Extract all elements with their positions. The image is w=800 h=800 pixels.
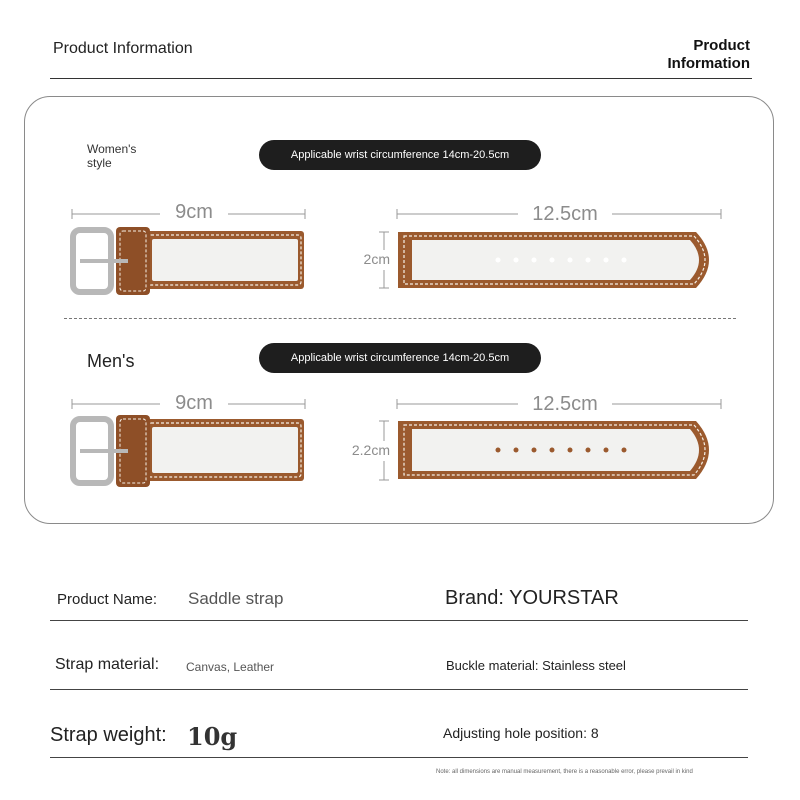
- product-name-value: Saddle strap: [188, 589, 284, 608]
- table-divider: [50, 689, 748, 690]
- table-divider: [50, 620, 748, 621]
- header-left-title: Product Information: [53, 40, 193, 57]
- womens-short-length: 9cm: [175, 201, 213, 223]
- strap-weight-label: Strap weight:: [50, 724, 167, 746]
- mens-long-length: 12.5cm: [532, 393, 598, 415]
- table-divider: [50, 757, 748, 758]
- strap-material-value: Canvas, Leather: [186, 660, 275, 674]
- brand-text: Brand: YOURSTAR: [445, 587, 619, 609]
- header-right-title: Product Information: [667, 37, 750, 72]
- adjusting-hole-text: Adjusting hole position: 8: [443, 725, 599, 741]
- product-name-label: Product Name:: [57, 591, 158, 608]
- mens-buckle-strap: [68, 414, 308, 490]
- mens-width: 2.2cm: [351, 442, 390, 458]
- buckle-material-text: Buckle material: Stainless steel: [446, 658, 626, 673]
- womens-style-label: Women's style: [87, 142, 137, 170]
- measurement-note: Note: all dimensions are manual measurement, there is a reasonable error, please prevail in kind: [436, 769, 693, 775]
- mens-wrist-pill: Applicable wrist circumference 14cm-20.5cm: [259, 343, 541, 373]
- strap-weight-value: 10g: [187, 722, 238, 751]
- womens-long-length: 12.5cm: [532, 203, 598, 225]
- mens-short-length: 9cm: [175, 392, 213, 414]
- womens-wrist-pill: Applicable wrist circumference 14cm-20.5cm: [259, 140, 541, 170]
- womens-width: 2cm: [363, 251, 390, 267]
- strap-material-label: Strap material:: [55, 656, 160, 673]
- mens-long-strap: [396, 419, 726, 483]
- mens-style-label: Men's: [87, 351, 135, 371]
